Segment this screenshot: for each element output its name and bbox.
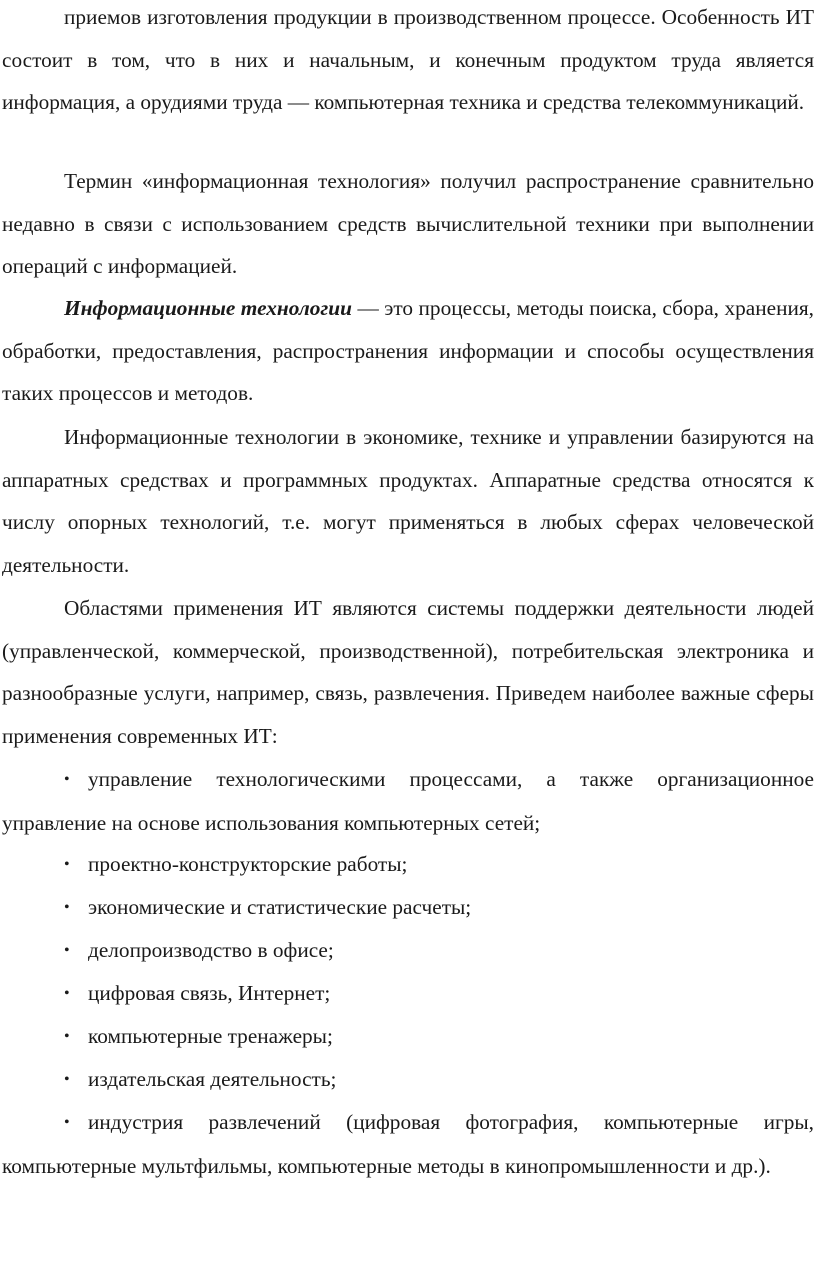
list-item bbox=[2, 972, 814, 1016]
bullet-icon: • bbox=[64, 771, 70, 788]
list-item-text: экономические и статистические расчеты; bbox=[88, 895, 472, 919]
paragraph-application-areas bbox=[2, 587, 814, 757]
bullet-icon: • bbox=[64, 1028, 70, 1045]
paragraph-text: Термин «информационная технология» получил распространение сравнительно недавно в связи с использованием средств вычислительной техники при выполнении операций с информацией. bbox=[2, 169, 814, 279]
paragraph-it-definition bbox=[2, 287, 814, 415]
list-item-text: цифровая связь, Интернет; bbox=[88, 981, 331, 1005]
bullet-icon: • bbox=[64, 1114, 70, 1131]
list-item-text: проектно-конструкторские работы; bbox=[88, 852, 408, 876]
list-item bbox=[2, 1015, 814, 1059]
list-item-text: индустрия развлечений (цифровая фотография, компьютерные игры, компьютерные мультфильмы, компьютерные методы в кинопромышленности и др.). bbox=[2, 1110, 814, 1178]
list-item bbox=[2, 758, 814, 844]
bullet-icon: • bbox=[64, 1071, 70, 1088]
list-item bbox=[2, 1101, 814, 1187]
paragraph-text: Информационные технологии в экономике, технике и управлении базируются на аппаратных средствах и программных продуктах. Аппаратные средства относятся к числу опорных технологий, т.е. могут применяться в любых сферах человеческой деятельности. bbox=[2, 425, 814, 577]
paragraph-term-definition bbox=[2, 160, 814, 288]
paragraph-hardware bbox=[2, 416, 814, 586]
paragraph-text: приемов изготовления продукции в производственном процессе. Особенность ИТ состоит в том, что в них и начальным, и конечным продуктом труда является информация, а орудиями труда — компьютерная техника и средства телекоммуникаций. bbox=[2, 5, 814, 115]
list-item-text: издательская деятельность; bbox=[88, 1067, 337, 1091]
emphasized-term: Информационные технологии bbox=[64, 296, 352, 320]
list-item-text: управление технологическими процессами, а также организационное управление на основе использования компьютерных сетей; bbox=[2, 767, 814, 835]
paragraph-text: — это процессы, методы поиска, сбора, хранения, обработки, предоставления, распространения информации и способы осуществления таких процессов и методов. bbox=[2, 296, 814, 406]
bullet-icon: • bbox=[64, 985, 70, 1002]
list-item-text: компьютерные тренажеры; bbox=[88, 1024, 333, 1048]
list-item bbox=[2, 929, 814, 973]
list-item bbox=[2, 843, 814, 887]
bullet-icon: • bbox=[64, 856, 70, 873]
list-item bbox=[2, 886, 814, 930]
bullet-icon: • bbox=[64, 942, 70, 959]
paragraph-text: Областями применения ИТ являются системы поддержки деятельности людей (управленческой, коммерческой, производственной), потребительская электроника и разнообразные услуги, например, связь, развлечения. Приведем наиболее важные сферы применения современных ИТ: bbox=[2, 596, 814, 748]
paragraph-continuation bbox=[2, 0, 814, 124]
bullet-icon: • bbox=[64, 899, 70, 916]
list-item bbox=[2, 1058, 814, 1102]
list-item-text: делопроизводство в офисе; bbox=[88, 938, 334, 962]
